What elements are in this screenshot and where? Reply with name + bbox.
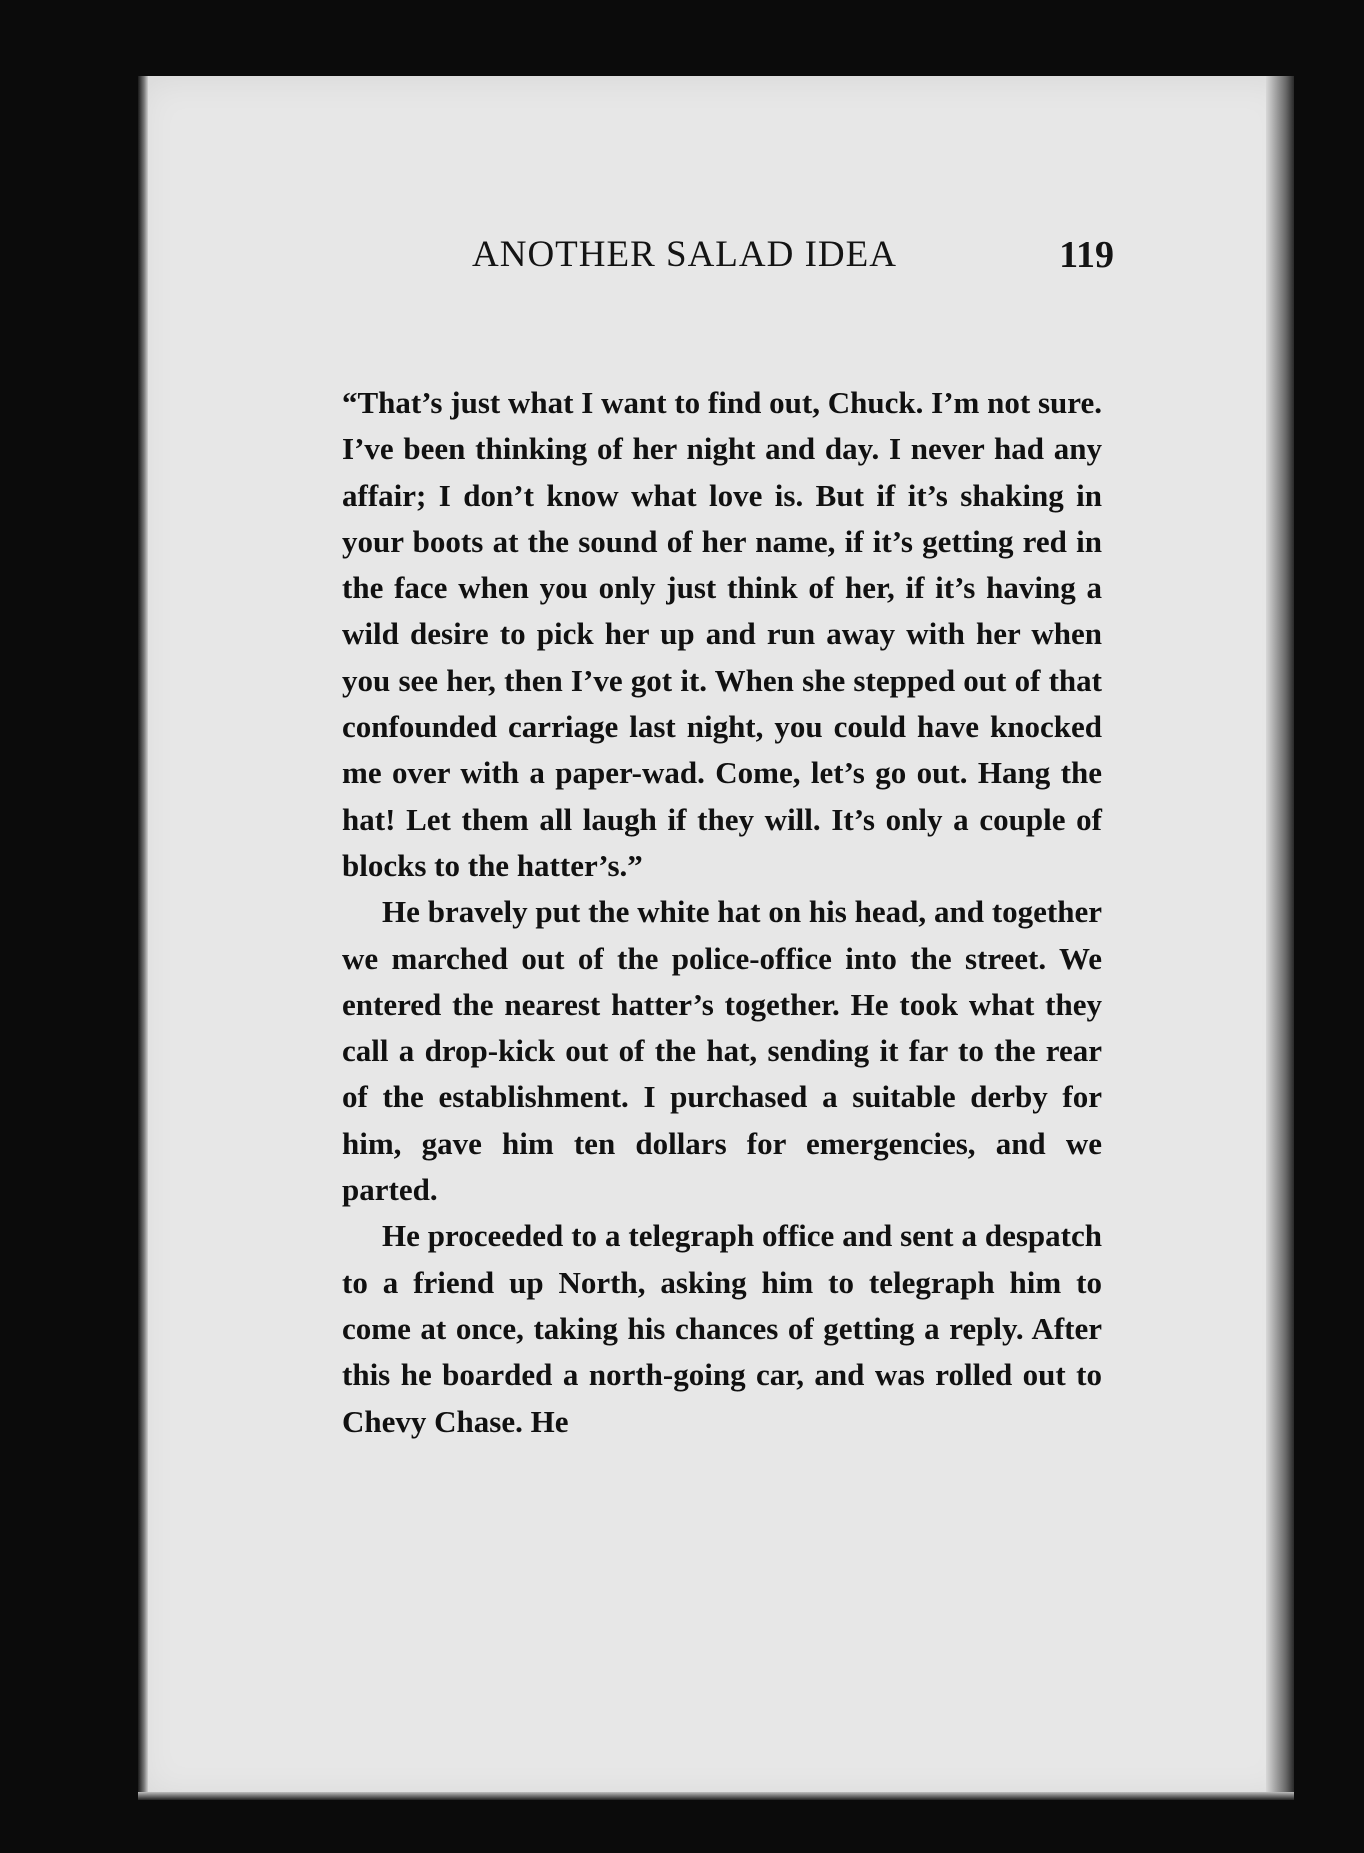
page-left-edge [138, 76, 148, 1800]
paragraph: “That’s just what I want to find out, Chuck. I’m not sure. I’ve been thinking of her night and day. I never had any affair; I don’t know what love is. But if it’s shaking in your boots at the sound of her name, if it’s getting red in the face when you only just think of her, if it’s having a wild desire to pick her up and run away with her when you see her, then I’ve got it. When she stepped out of that confounded carriage last night, you could have knocked me over with a paper-wad. Come, let’s go out. Hang the hat! Let them all laugh if they will. It’s only a couple of blocks to the hatter’s.” [342, 385, 1102, 883]
running-head [334, 225, 1114, 285]
page-number: 119 [1059, 234, 1114, 276]
running-title: ANOTHER SALAD IDEA [472, 234, 897, 275]
page-bottom-edge [138, 1792, 1294, 1800]
paragraph: He bravely put the white hat on his head, and together we marched out of the police-office into the street. We entered the nearest hatter’s together. He took what they call a drop-kick out of the hat, sending it far to the rear of the establishment. I purchased a suitable derby for him, gave him ten dollars for emergencies, and we parted. [342, 894, 1102, 1208]
paragraph: He proceeded to a telegraph office and sent a despatch to a friend up North, asking him to telegraph him to come at once, taking his chances of getting a reply. After this he boarded a north-going car, and was rolled out to Chevy Chase. He [342, 1218, 1102, 1439]
page-right-edge [1266, 76, 1294, 1800]
body-text [342, 380, 1102, 1445]
